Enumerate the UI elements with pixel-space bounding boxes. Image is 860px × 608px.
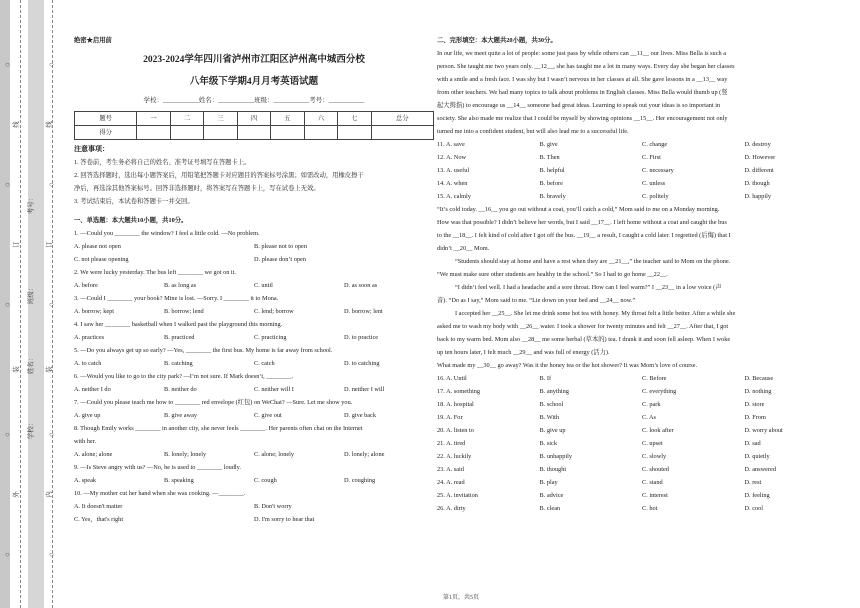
option[interactable]: D. give back [344,412,376,419]
question-7 [74,396,434,422]
option[interactable]: C. look after [642,427,674,434]
question-stem: 6. —Would you like to go to the city park? —I’m not sure. If Mark doesn’t, ________. [74,373,294,380]
option[interactable]: D. rest [744,479,762,486]
score-input-cell[interactable] [338,126,371,140]
option[interactable]: B. anything [539,388,569,395]
score-table-score-row [75,126,434,140]
option[interactable]: B. as long as [164,282,197,289]
option[interactable]: 20. A. listen to [437,427,474,434]
option[interactable]: 25. A. invitation [437,492,478,499]
option[interactable]: A. to catch [74,360,102,367]
option-row [437,372,847,385]
option[interactable]: B. If [539,375,552,382]
option[interactable]: C. shouted [642,466,669,473]
inner-label-line: 线 [45,121,53,128]
option-row [437,411,847,424]
binding-circle-icon: ○ [49,60,54,69]
passage-line: back to my warm bed. Mom also __28__ me some herbal (草本的) tea. I drank it and soon fell asleep. When I woke [437,336,731,343]
option[interactable]: 13. A. useful [437,167,470,174]
option[interactable]: B. give up [539,427,566,434]
option[interactable]: C. necessary [642,167,674,174]
field-banji: 班级： [27,284,35,305]
option[interactable]: D. nothing [744,388,772,395]
passage-line: “It’s cold today. __16__ you go out without a coat, you’ll catch a cold,” Mom said to me on a Monday morning. [437,206,720,213]
question-1 [74,227,434,266]
option[interactable]: B. borrow; lend [164,308,204,315]
question-stem: 3. —Could I ________ your book? Mine is lost. —Sorry. I ________ it to Mona. [74,295,279,302]
option[interactable]: D. quietly [744,453,770,460]
option[interactable]: C. First [642,154,661,161]
option[interactable]: A. give up [74,412,101,419]
right-column [437,34,847,515]
option[interactable]: C. change [642,141,668,148]
score-cell: 一 [137,112,170,126]
option-row [437,164,847,177]
option[interactable]: D. please don’t open [254,256,306,263]
question-options [74,513,434,526]
score-cell: 六 [304,112,337,126]
option-row [437,437,847,450]
question-options [74,331,434,344]
passage-line: “We must make sure other students are healthy in the school.” So I had to go home __22__. [437,271,668,278]
passage-line: I accepted her __25__. She let me drink some hot tea with honey. My throat felt a little better. After a while she [455,310,736,317]
option[interactable]: C. park [642,401,661,408]
option-row [437,177,847,190]
option[interactable]: B. unhappily [539,453,573,460]
option[interactable]: B. bravely [539,193,566,200]
score-table [74,111,434,140]
option[interactable]: 23. A. said [437,466,464,473]
option[interactable]: B. catching [164,360,193,367]
score-cell: 得分 [75,126,137,140]
option[interactable]: C. alone; lonely [254,451,295,458]
option-row [437,489,847,502]
option[interactable]: D. to practice [344,334,379,341]
option[interactable]: D. Because [744,375,774,382]
cloze-passage-1 [437,47,847,138]
option-row [437,151,847,164]
outer-label-zhuang: 装 [12,366,20,373]
score-input-cell[interactable] [271,126,304,140]
option-row [437,385,847,398]
option[interactable]: C. politely [642,193,669,200]
option[interactable]: B. clean [539,505,561,512]
option[interactable]: B. practiced [164,334,195,341]
passage-line: What made my __30__ go away? Was it the honey tea or the hot shower? It was Mom’s love of course. [437,362,698,369]
score-input-cell[interactable] [204,126,237,140]
option[interactable]: 21. A. tired [437,440,466,447]
notice-item: 1. 答卷前，考生务必将自己的姓名、准考证号填写在答题卡上。 [74,159,251,166]
option[interactable]: B. please not to open [254,243,307,250]
question-9 [74,461,434,487]
option[interactable]: 22. A. luckily [437,453,472,460]
exam-page [62,0,860,608]
passage-line: from other teachers. We had many topics to talk about problems in English classes. Miss Bella would thumb up (竖 [437,89,728,96]
question-stem: 9. —Is Steve angry with us? —No, he is used to ________ loudly. [74,464,241,471]
option[interactable]: D. sad [744,440,761,447]
option[interactable]: A. please not open [74,243,121,250]
score-cell: 五 [271,112,304,126]
field-kaohao: 考号： [27,194,35,215]
exam-subtitle: 八年级下学期4月月考英语试题 [189,77,319,87]
option-row [437,502,847,515]
passage-line: In our life, we meet quite a lot of people: some just pass by while others can __11__ our lives. Miss Bella is such a [437,50,727,57]
option[interactable]: A. before [74,282,98,289]
binding-circle-icon: ○ [49,430,54,439]
option[interactable]: D. coughing [344,477,376,484]
option[interactable]: C. give out [254,412,282,419]
passage-line: turned me into a confident student, but will also lead me to a successful life. [437,128,629,135]
section2-heading: 二、完形填空：本大题共20小题，共30分。 [437,37,557,44]
question-10 [74,487,434,526]
option[interactable]: B. helpful [539,167,565,174]
question-options [74,383,434,396]
option[interactable]: C. stand [642,479,663,486]
cloze-passage-2 [437,203,847,372]
option[interactable]: C. everything [642,388,677,395]
option[interactable]: C. neither will I [254,386,294,393]
option[interactable]: C. catch [254,360,275,367]
score-cell: 三 [204,112,237,126]
passage-line: How was that possible? I didn’t believe her words, but I said __17__. I left home without a coat and caught the bus [437,219,727,226]
option[interactable]: D. answered [744,466,776,473]
score-cell: 二 [170,112,203,126]
option[interactable]: C. unless [642,180,666,187]
inner-label-zhuang: 装 [45,366,53,373]
option-row [437,190,847,203]
option[interactable]: B. speaking [164,477,194,484]
notice-title: 注意事项： [74,145,109,153]
option[interactable]: A. borrow; kept [74,308,115,315]
question-5 [74,344,434,370]
option[interactable]: B. neither do [164,386,197,393]
question-stem: 10. —My mother cut her hand when she was cooking. —________. [74,490,246,497]
question-options [74,305,434,318]
option[interactable]: 12. A. Now [437,154,467,161]
question-8 [74,422,434,461]
outer-label-wai: 外 [12,491,20,498]
option[interactable]: C. slowly [642,453,667,460]
passage-line: asked me to wash my body with __26__ water. I took a shower for twenty minutes and felt __27__. After that, I got [437,323,729,330]
passage-line: didn’t __20__ Mom. [437,245,490,252]
binding-line-outer [20,0,21,608]
option[interactable]: B. With [539,414,560,421]
notice-item: 2. 回答选择题时，选出每小题答案后，用铅笔把答题卡对应题目的答案标号涂黑；如需改动，用橡皮擦干 [74,172,364,179]
option[interactable]: 11. A. save [437,141,465,148]
score-input-cell[interactable] [237,126,270,140]
question-4 [74,318,434,344]
option[interactable]: 17. A. something [437,388,481,395]
option[interactable]: D. From [744,414,766,421]
option[interactable]: D. However [744,154,776,161]
question-stem: 2. We were lucky yesterday. The bus left ________ we got on it. [74,269,237,276]
option[interactable]: A. speak [74,477,97,484]
question-stem: 5. —Do you always get up so early? —Yes, ________ the first bus. My home is far away from school. [74,347,333,354]
question-2 [74,266,434,292]
passage-line: 起大拇指) to encourage us __14__ someone had great ideas. Learning to speak out your ideas is so important in [437,102,721,109]
option[interactable]: C. Yes，that's right [74,516,124,523]
score-cell: 题号 [75,112,137,126]
score-cell: 七 [338,112,371,126]
field-xuexiao: 学校： [27,419,35,440]
option[interactable]: D. borrow; lent [344,308,383,315]
option[interactable]: A. practices [74,334,105,341]
question-stem: 1. —Could you ________ the window? I feel a little cold. —No problem. [74,230,260,237]
student-info-line: 学校：___________姓名：___________班级：___________考号：___________ [143,97,365,104]
inner-label-nei: 内 [45,491,53,498]
option-row [437,450,847,463]
passage-line: with a smile and a fresh face. I was shy but I wasn’t nervous in her classes at all. She gave lessons in a __13__ way [437,76,728,83]
question-options [74,409,434,422]
option[interactable]: A. It doesn't matter [74,503,123,510]
option-row [437,424,847,437]
question-stem: 8. Though Emily works ________ in another city, she never feels ________. Her parents often chat on the Internet [74,425,363,432]
question-options [74,448,434,461]
option[interactable]: B. give [539,141,558,148]
option[interactable]: B. Then [539,154,560,161]
option[interactable]: B. Don't worry [254,503,292,510]
score-table-header-row [75,112,434,126]
option[interactable]: 18. A. hospital [437,401,474,408]
passage-line: society. She also made me realize that I could be myself by showing opinions __15__. Her encouragement not only [437,115,728,122]
option[interactable]: C. until [254,282,273,289]
inner-label-ding: 订 [45,241,53,248]
option[interactable]: B. thought [539,466,567,473]
section1-heading: 一、单选题：本大题共10小题，共10分。 [74,217,188,224]
passage-line: “I didn’t feel well. I had a headache and a sore throat. How can I feel warm?” I __23__ in a low voice (声 [455,284,722,291]
option[interactable]: D. feeling [744,492,770,499]
option[interactable]: C. cough [254,477,277,484]
option[interactable]: B. play [539,479,558,486]
passage-line: to the __18__. I felt kind of cold after I got off the bus. __19__ a result, I caught a cold later. I regretted (后悔) that I [437,232,731,239]
question-stem-continued: with her. [74,438,97,445]
passage-line: person. She taught me two years only. __12__, she has taught me a lot in many ways. Every day she began her classes [437,63,735,70]
score-input-cell[interactable] [304,126,337,140]
option[interactable]: C. lend; borrow [254,308,294,315]
binding-circle-icon: ○ [49,180,54,189]
question-options [74,253,434,266]
option[interactable]: 26. A. dirty [437,505,466,512]
option[interactable]: D. store [744,401,765,408]
option[interactable]: C. not please opening [74,256,129,263]
option[interactable]: B. give away [164,412,198,419]
binding-circle-icon: ○ [5,60,10,69]
option[interactable]: C. As [642,414,656,421]
option[interactable]: D. cool [744,505,764,512]
question-6 [74,370,434,396]
option[interactable]: B. before [539,180,563,187]
option[interactable]: C. hot [642,505,658,512]
outer-label-line: 线 [12,121,20,128]
question-options [74,357,434,370]
binding-circle-icon: ○ [49,550,54,559]
outer-label-ding: 订 [12,241,20,248]
field-xingming: 姓名： [27,354,35,375]
notice-item: 净后，再选涂其他答案标号。回答非选择题时，将答案写在答题卡上，写在试卷上无效。 [74,185,320,192]
option[interactable]: C. Before [642,375,667,382]
notice-item: 3. 考试结束后，本试卷和答题卡一并交回。 [74,198,194,205]
score-cell: 四 [237,112,270,126]
option-row [437,398,847,411]
binding-circle-icon: ○ [5,550,10,559]
question-options [74,279,434,292]
option[interactable]: B. sick [539,440,557,447]
option[interactable]: D. neither I will [344,386,385,393]
option[interactable]: D. lonely; alone [344,451,385,458]
option-row [437,138,847,151]
option-row [437,476,847,489]
binding-circle-icon: ○ [5,430,10,439]
page-number: 第1页，共5页 [442,595,479,601]
option[interactable]: A. alone; alone [74,451,113,458]
binding-circle-icon: ○ [49,300,54,309]
question-3 [74,292,434,318]
option[interactable]: B. lonely; lonely [164,451,207,458]
passage-line: 音). “Do as I say,” Mom said to me. “Lie down on your bed and __24__ now.” [437,297,636,304]
option-row [437,463,847,476]
option[interactable]: D. I'm sorry to hear that [254,516,315,523]
question-options [74,500,434,513]
option[interactable]: 24. A. read [437,479,465,486]
option[interactable]: 16. A. Until [437,375,467,382]
option[interactable]: B. school [539,401,564,408]
option[interactable]: D. worry about [744,427,783,434]
passage-line: “Students should stay at home and have a rest when they are __21__,” the teacher said to Mom on the phone. [455,258,731,265]
cloze-options-1 [437,138,847,203]
exam-title: 2023-2024学年四川省泸州市江阳区泸州高中城西分校 [143,55,365,65]
option[interactable]: 15. A. calmly [437,193,471,200]
score-input-cell[interactable] [137,126,170,140]
passage-line: up ten hours later, I felt much __29__ and was full of energy (活力). [437,349,610,356]
option[interactable]: D. though [744,180,770,187]
binding-circle-icon: ○ [5,300,10,309]
question-stem: 4. I saw her ________ basketball when I walked past the playground this morning. [74,321,283,328]
option[interactable]: C. interest [642,492,668,499]
option[interactable]: D. different [744,167,774,174]
option[interactable]: D. as soon as [344,282,378,289]
question-options [74,474,434,487]
option[interactable]: 14. A. when [437,180,468,187]
score-cell: 总分 [371,112,433,126]
confidential-label: 绝密★启用前 [74,37,112,44]
left-column [74,34,434,526]
option[interactable]: D. to catching [344,360,380,367]
option[interactable]: C. practicing [254,334,287,341]
score-input-cell[interactable] [170,126,203,140]
option[interactable]: A. neither I do [74,386,111,393]
option[interactable]: D. happily [744,193,772,200]
option[interactable]: C. upset [642,440,663,447]
cloze-options-2 [437,372,847,515]
question-options [74,240,434,253]
score-input-cell[interactable] [371,126,433,140]
option[interactable]: 19. A. For [437,414,463,421]
option[interactable]: B. advice [539,492,564,499]
question-stem: 7. —Could you please teach me how to ________ red envelope (红包) on WeChat? —Sure. Let me show you. [74,399,353,406]
binding-circle-icon: ○ [5,180,10,189]
option[interactable]: D. destroy [744,141,771,148]
